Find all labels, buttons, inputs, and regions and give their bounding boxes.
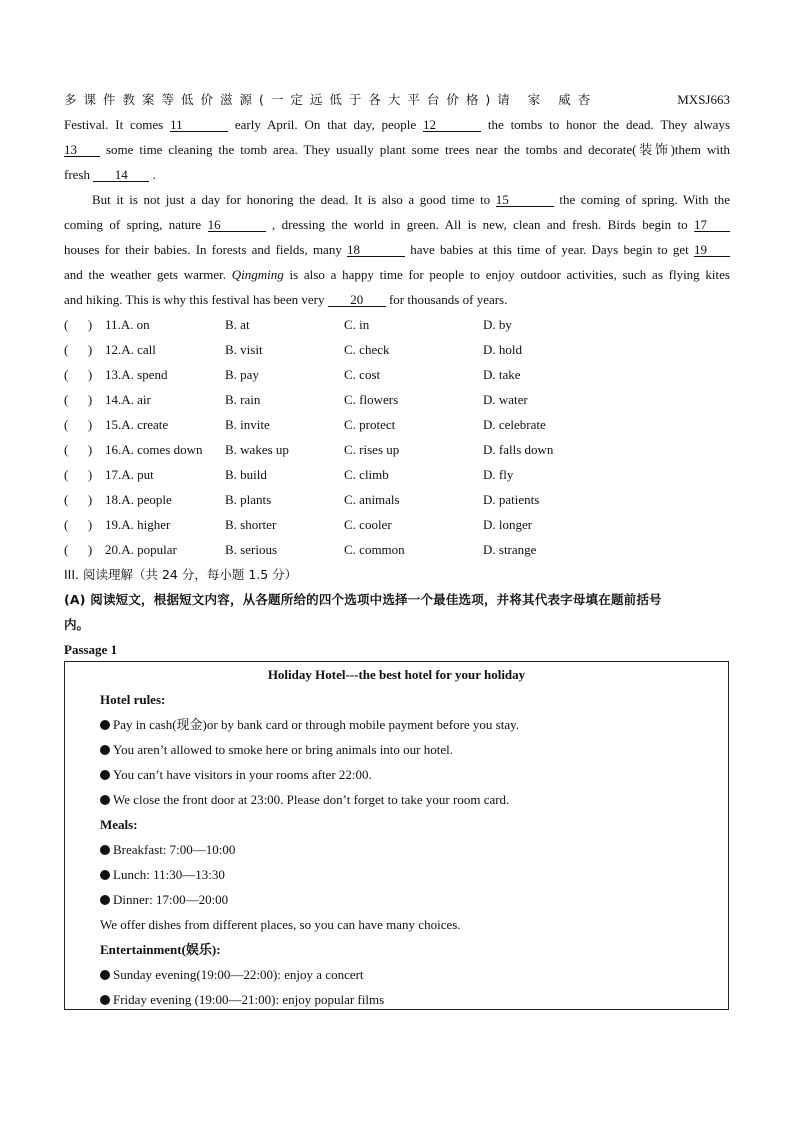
header-promo-text: 多课件教案等低价滋源(一定远低于各大平台价格)请 家 威杏 bbox=[64, 92, 598, 107]
answer-bracket[interactable]: ( ) bbox=[64, 342, 93, 357]
option-b: B. visit bbox=[225, 342, 263, 357]
cloze-line-4 bbox=[92, 192, 730, 208]
passage-text: the coming of spring. With the bbox=[553, 192, 730, 207]
option-c: C. in bbox=[344, 317, 370, 332]
blank-18: 18 bbox=[347, 243, 405, 257]
option-row bbox=[64, 417, 730, 433]
option-c: C. animals bbox=[344, 492, 400, 507]
cloze-line-8 bbox=[64, 292, 730, 308]
blank-13: 13 bbox=[64, 143, 100, 157]
option-d: D. falls down bbox=[483, 442, 554, 457]
bullet-icon bbox=[100, 995, 110, 1005]
option-b: B. plants bbox=[225, 492, 272, 507]
answer-bracket[interactable]: ( ) bbox=[64, 417, 93, 432]
rule-item: Pay in cash(现金)or by bank card or through mobile payment before you stay. bbox=[100, 717, 519, 733]
option-a: 14.A. air bbox=[105, 392, 151, 407]
meals-heading: Meals: bbox=[100, 817, 138, 832]
option-row bbox=[64, 317, 730, 333]
blank-12: 12 bbox=[423, 118, 481, 132]
passage-text: , dressing the world in green. All is new, clean and fresh. Birds begin to bbox=[265, 217, 694, 232]
header-code: MXSJ663 bbox=[677, 92, 730, 107]
bullet-icon bbox=[100, 870, 110, 880]
option-row bbox=[64, 342, 730, 358]
entertainment-item: Friday evening (19:00—21:00): enjoy popular films bbox=[100, 992, 384, 1008]
instruction-line-1: (A) 阅读短文，根据短文内容，从各题所给的四个选项中选择一个最佳选项，并将其代表字母填在题前括号 bbox=[64, 592, 662, 607]
option-a: 18.A. people bbox=[105, 492, 172, 507]
option-c: C. common bbox=[344, 542, 405, 557]
meal-item: Lunch: 11:30—13:30 bbox=[100, 867, 225, 883]
meal-item: Breakfast: 7:00—10:00 bbox=[100, 842, 235, 858]
option-d: D. by bbox=[483, 317, 512, 332]
meals-note: We offer dishes from different places, so you can have many choices. bbox=[100, 917, 461, 932]
blank-19: 19 bbox=[694, 243, 730, 257]
blank-16: 16 bbox=[208, 218, 266, 232]
option-c: C. check bbox=[344, 342, 390, 357]
option-b: B. build bbox=[225, 467, 267, 482]
passage-text: is also a happy time for people to enjoy outdoor activities, such as flying kites bbox=[283, 267, 730, 282]
cloze-line-3 bbox=[64, 167, 730, 183]
blank-11: 11 bbox=[170, 118, 228, 132]
meal-item: Dinner: 17:00—20:00 bbox=[100, 892, 228, 908]
passage-text: . bbox=[149, 167, 156, 182]
option-d: D. take bbox=[483, 367, 521, 382]
qingming-italic: Qingming bbox=[231, 267, 284, 282]
option-a: 20.A. popular bbox=[105, 542, 177, 557]
blank-15: 15 bbox=[496, 193, 554, 207]
option-d: D. strange bbox=[483, 542, 537, 557]
passage-text: fresh bbox=[64, 167, 94, 182]
option-c: C. flowers bbox=[344, 392, 399, 407]
answer-bracket[interactable]: ( ) bbox=[64, 317, 93, 332]
passage-text: have babies at this time of year. Days begin to get bbox=[405, 242, 694, 257]
page-header bbox=[64, 92, 730, 108]
option-b: B. shorter bbox=[225, 517, 277, 532]
instruction-line-2: 内。 bbox=[64, 617, 90, 632]
bullet-icon bbox=[100, 770, 110, 780]
option-a: 11.A. on bbox=[105, 317, 150, 332]
option-b: B. rain bbox=[225, 392, 261, 407]
answer-bracket[interactable]: ( ) bbox=[64, 542, 93, 557]
entertainment-heading: Entertainment(娱乐): bbox=[100, 942, 221, 957]
option-d: D. fly bbox=[483, 467, 514, 482]
option-c: C. protect bbox=[344, 417, 396, 432]
answer-bracket[interactable]: ( ) bbox=[64, 517, 93, 532]
passage-text: early April. On that day, people bbox=[228, 117, 424, 132]
option-a: 19.A. higher bbox=[105, 517, 171, 532]
bullet-icon bbox=[100, 745, 110, 755]
passage-text: for thousands of years. bbox=[385, 292, 508, 307]
option-c: C. rises up bbox=[344, 442, 400, 457]
passage-text: houses for their babies. In forests and fields, many bbox=[64, 242, 348, 257]
option-row bbox=[64, 467, 730, 483]
blank-14: 14 bbox=[93, 168, 149, 182]
option-b: B. wakes up bbox=[225, 442, 289, 457]
option-b: B. invite bbox=[225, 417, 270, 432]
cloze-line-2 bbox=[64, 142, 730, 158]
passage-text: Festival. It comes bbox=[64, 117, 171, 132]
option-c: C. cooler bbox=[344, 517, 392, 532]
option-row bbox=[64, 367, 730, 383]
hotel-info-box bbox=[64, 661, 729, 1010]
rule-item: We close the front door at 23:00. Please don’t forget to take your room card. bbox=[100, 792, 509, 808]
option-a: 13.A. spend bbox=[105, 367, 168, 382]
blank-17: 17 bbox=[694, 218, 730, 232]
passage-text: But it is not just a day for honoring the dead. It is also a good time to bbox=[92, 192, 496, 207]
option-row bbox=[64, 542, 730, 558]
answer-bracket[interactable]: ( ) bbox=[64, 392, 93, 407]
cloze-line-5 bbox=[64, 217, 730, 233]
cloze-line-6 bbox=[64, 242, 730, 258]
bullet-icon bbox=[100, 970, 110, 980]
option-b: B. serious bbox=[225, 542, 277, 557]
bullet-icon bbox=[100, 720, 110, 730]
passage-text: and the weather gets warmer. bbox=[64, 267, 232, 282]
cloze-line-1 bbox=[64, 117, 730, 133]
option-row bbox=[64, 442, 730, 458]
option-row bbox=[64, 492, 730, 508]
cloze-line-7 bbox=[64, 267, 730, 283]
passage-text: coming of spring, nature bbox=[64, 217, 208, 232]
option-d: D. water bbox=[483, 392, 528, 407]
option-b: B. pay bbox=[225, 367, 259, 382]
option-row bbox=[64, 392, 730, 408]
answer-bracket[interactable]: ( ) bbox=[64, 467, 93, 482]
bullet-icon bbox=[100, 895, 110, 905]
answer-bracket[interactable]: ( ) bbox=[64, 442, 93, 457]
passage-text: the tombs to honor the dead. They always bbox=[481, 117, 731, 132]
passage-text: some time cleaning the tomb area. They usually plant some trees near the tombs and decorate(装饰)them with bbox=[100, 142, 730, 157]
option-a: 16.A. comes down bbox=[105, 442, 203, 457]
blank-20: 20 bbox=[328, 293, 386, 307]
hotel-title: Holiday Hotel---the best hotel for your holiday bbox=[267, 667, 526, 682]
bullet-icon bbox=[100, 845, 110, 855]
option-a: 17.A. put bbox=[105, 467, 154, 482]
passage-text: and hiking. This is why this festival has been very bbox=[64, 292, 328, 307]
rules-heading: Hotel rules: bbox=[100, 692, 166, 707]
entertainment-item: Sunday evening(19:00—22:00): enjoy a concert bbox=[100, 967, 364, 983]
option-c: C. climb bbox=[344, 467, 389, 482]
option-row bbox=[64, 517, 730, 533]
option-b: B. at bbox=[225, 317, 250, 332]
option-d: D. hold bbox=[483, 342, 522, 357]
section-3-title: III. 阅读理解（共 24 分，每小题 1.5 分） bbox=[64, 567, 298, 582]
answer-bracket[interactable]: ( ) bbox=[64, 367, 93, 382]
option-c: C. cost bbox=[344, 367, 381, 382]
option-a: 15.A. create bbox=[105, 417, 169, 432]
answer-bracket[interactable]: ( ) bbox=[64, 492, 93, 507]
option-d: D. celebrate bbox=[483, 417, 546, 432]
option-d: D. patients bbox=[483, 492, 540, 507]
rule-item: You can’t have visitors in your rooms after 22:00. bbox=[100, 767, 372, 783]
rule-item: You aren’t allowed to smoke here or bring animals into our hotel. bbox=[100, 742, 453, 758]
passage-label: Passage 1 bbox=[64, 642, 118, 657]
option-d: D. longer bbox=[483, 517, 533, 532]
bullet-icon bbox=[100, 795, 110, 805]
option-a: 12.A. call bbox=[105, 342, 156, 357]
